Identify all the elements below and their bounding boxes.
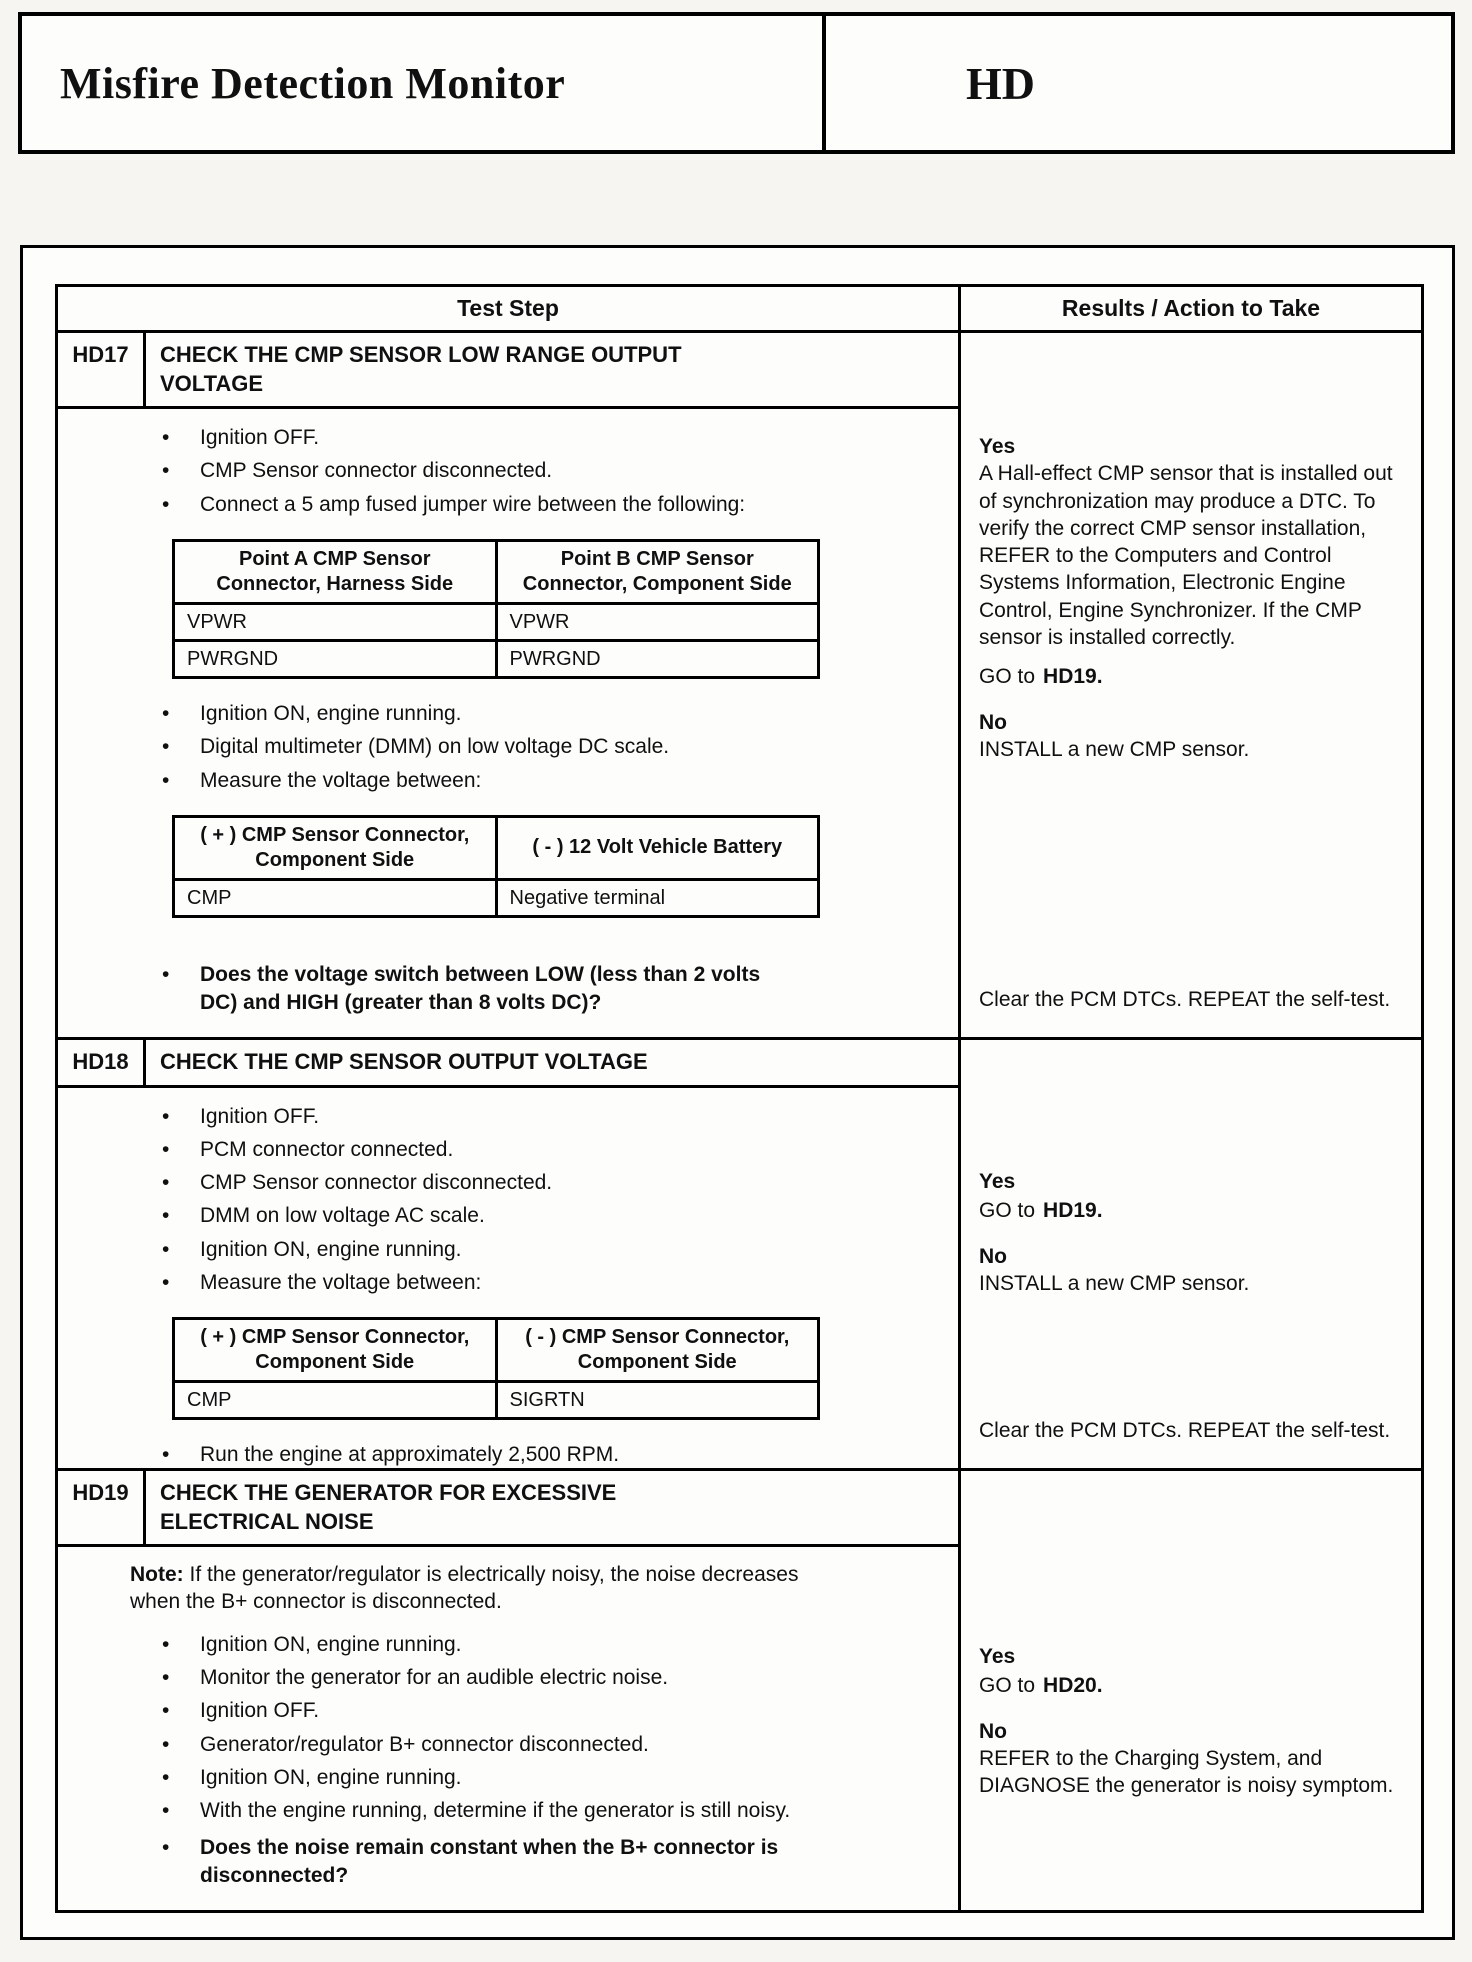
test-section-hd19: [58, 1471, 1421, 1910]
pin-cell: CMP: [174, 879, 497, 916]
instruction-text: With the engine running, determine if the generator is still noisy.: [200, 1799, 791, 1823]
instruction-item: [162, 1236, 942, 1263]
test-section-hd17: [58, 333, 1421, 1040]
note-label: Note:: [130, 1563, 184, 1587]
step-title-text: CHECK THE CMP SENSOR OUTPUT VOLTAGE: [160, 1049, 648, 1074]
diagnostic-box: [20, 245, 1455, 1940]
test-step-cell: [58, 1040, 961, 1468]
instruction-item: [162, 424, 942, 451]
yes-label: Yes: [979, 435, 1016, 458]
question-item: [162, 1834, 942, 1889]
no-action-text: INSTALL a new CMP sensor.: [979, 737, 1250, 761]
bullet-icon: •: [162, 702, 170, 726]
voltage-measure-pin-table: [172, 815, 820, 918]
page-header: [18, 12, 1455, 154]
instruction-item: [162, 1697, 942, 1724]
bullet-icon: •: [162, 1799, 170, 1823]
note-line: [130, 1561, 830, 1616]
bullet-icon: •: [162, 1443, 170, 1467]
no-label: No: [979, 1244, 1007, 1268]
bullet-icon: •: [162, 1699, 170, 1723]
step-id: HD19: [58, 1471, 146, 1544]
bullet-icon: •: [162, 1204, 170, 1228]
instruction-text: Measure the voltage between:: [200, 768, 482, 792]
pin-cell: CMP: [174, 1382, 497, 1419]
bullet-icon: •: [162, 768, 170, 792]
instruction-item: [162, 1441, 942, 1468]
instruction-text: Digital multimeter (DMM) on low voltage DC scale.: [200, 735, 670, 759]
goto-target: HD19.: [1043, 665, 1103, 689]
instruction-item: [162, 1731, 942, 1758]
voltage-measure-pin-table: [172, 1317, 820, 1420]
step-title: [146, 333, 958, 406]
table-row: [174, 604, 819, 641]
step-id: HD17: [58, 333, 146, 406]
instruction-item: [162, 733, 942, 760]
step-title: [146, 1471, 958, 1544]
instruction-item: [162, 1269, 942, 1296]
no-action-text: INSTALL a new CMP sensor.: [979, 1271, 1250, 1295]
yes-label: Yes: [979, 1170, 1016, 1193]
instruction-text: Measure the voltage between:: [200, 1271, 482, 1295]
table-row: [174, 541, 819, 604]
no-label: No: [979, 1719, 1007, 1743]
bullet-icon: •: [162, 1237, 170, 1261]
instruction-text: CMP Sensor connector disconnected.: [200, 1171, 553, 1195]
bullet-icon: •: [162, 1765, 170, 1789]
bullet-icon: •: [162, 1732, 170, 1756]
instruction-item: [162, 1202, 942, 1229]
goto-line: [979, 1672, 1405, 1699]
table-row: [174, 1382, 819, 1419]
bullet-icon: •: [162, 1632, 170, 1656]
instruction-text: Run the engine at approximately 2,500 RPM.: [200, 1443, 620, 1467]
no-action-text: REFER to the Charging System, and DIAGNOSE the generator is noisy symptom.: [979, 1746, 1394, 1798]
question-group: [128, 958, 942, 1019]
bullet-icon: •: [162, 735, 170, 759]
pin-cell: VPWR: [174, 604, 497, 641]
bullet-icon: •: [162, 426, 170, 450]
instruction-item: [162, 491, 942, 518]
yes-action-text: A Hall-effect CMP sensor that is installed out of synchronization may produce a DTC. To verify the correct CMP sensor installation, REFER to the Computers and Control Systems Information, Electronic Engine Control, Engine Synchronizer. If the CMP sensor is installed correctly.: [979, 462, 1393, 650]
instruction-item: [162, 1103, 942, 1130]
no-label: No: [979, 710, 1007, 734]
table-row: [174, 641, 819, 678]
question-item: [162, 961, 942, 1016]
table-header-row: [58, 287, 1421, 333]
test-section-hd18: [58, 1040, 1421, 1471]
table-row: [174, 1319, 819, 1382]
step-instructions: [58, 1088, 958, 1471]
step-title-row: [58, 1040, 958, 1088]
bullet-icon: •: [162, 1171, 170, 1195]
pin-table-header: Point B CMP Sensor Connector, Component Side: [496, 541, 819, 604]
document-title: Misfire Detection Monitor: [60, 58, 566, 108]
instruction-text: DMM on low voltage AC scale.: [200, 1204, 485, 1228]
bullet-icon: •: [162, 1271, 170, 1295]
test-step-cell: [58, 333, 961, 1037]
question-group: [128, 1438, 942, 1471]
instruction-text: Ignition ON, engine running.: [200, 1765, 462, 1789]
bullet-icon: •: [162, 1137, 170, 1161]
step-title-text: CHECK THE GENERATOR FOR EXCESSIVE ELECTRICAL NOISE: [160, 1480, 617, 1534]
question-text: Does the voltage switch between LOW (less than 2 volts DC) and HIGH (greater than 8 volts DC)?: [200, 963, 761, 1014]
pin-cell: SIGRTN: [496, 1382, 819, 1419]
clear-dtc-note: Clear the PCM DTCs. REPEAT the self-test.: [979, 987, 1391, 1011]
bullet-icon: •: [162, 1104, 170, 1128]
yes-label: Yes: [979, 1645, 1016, 1668]
instruction-text: Ignition ON, engine running.: [200, 702, 462, 726]
jumper-wire-pin-table: [172, 539, 820, 679]
goto-line: [979, 1197, 1405, 1224]
step-title: [146, 1040, 958, 1085]
results-cell: [961, 1471, 1421, 1910]
instruction-item: [162, 457, 942, 484]
goto-target: HD19.: [1043, 1199, 1103, 1223]
step-instructions: [58, 409, 958, 1037]
instruction-item: [162, 1664, 942, 1691]
instruction-text: Ignition ON, engine running.: [200, 1237, 462, 1261]
column-header-results: Results / Action to Take: [1061, 295, 1321, 321]
step-instructions: [58, 1547, 958, 1910]
goto-prefix: GO to: [979, 1199, 1036, 1223]
column-header-test-step: Test Step: [58, 287, 961, 330]
goto-target: HD20.: [1043, 1674, 1103, 1698]
question-group: [128, 1831, 942, 1892]
step-title-text: CHECK THE CMP SENSOR LOW RANGE OUTPUT VOLTAGE: [160, 342, 682, 396]
instruction-item: [162, 1764, 942, 1791]
bullet-icon: •: [162, 1666, 170, 1690]
table-row: [174, 879, 819, 916]
bullet-icon: •: [162, 963, 170, 987]
pin-table-header: ( - ) CMP Sensor Connector, Component Side: [496, 1319, 819, 1382]
bullet-icon: •: [162, 1836, 170, 1860]
instruction-item: [162, 1136, 942, 1163]
results-cell: [961, 1040, 1421, 1468]
goto-line: [979, 663, 1405, 690]
bullet-icon: •: [162, 459, 170, 483]
goto-prefix: GO to: [979, 1674, 1036, 1698]
pin-cell: PWRGND: [174, 641, 497, 678]
clear-dtc-note: Clear the PCM DTCs. REPEAT the self-test.: [979, 1418, 1391, 1442]
goto-prefix: GO to: [979, 665, 1036, 689]
instruction-text: Monitor the generator for an audible electric noise.: [200, 1666, 669, 1690]
instruction-item: [162, 1631, 942, 1658]
instruction-text: Ignition OFF.: [200, 426, 320, 450]
pin-cell: PWRGND: [496, 641, 819, 678]
diagnostic-table: [55, 284, 1424, 1913]
instruction-text: Connect a 5 amp fused jumper wire between the following:: [200, 492, 746, 516]
pin-cell: VPWR: [496, 604, 819, 641]
instruction-text: Ignition ON, engine running.: [200, 1632, 462, 1656]
note-text: If the generator/regulator is electrically noisy, the noise decreases when the B+ connector is disconnected.: [130, 1563, 799, 1614]
table-row: [174, 816, 819, 879]
instruction-text: Ignition OFF.: [200, 1699, 320, 1723]
pin-cell: Negative terminal: [496, 879, 819, 916]
instruction-text: CMP Sensor connector disconnected.: [200, 459, 553, 483]
instruction-text: PCM connector connected.: [200, 1137, 454, 1161]
pin-table-header: Point A CMP Sensor Connector, Harness Side: [174, 541, 497, 604]
results-cell: [961, 333, 1421, 1037]
instruction-item: [162, 767, 942, 794]
instruction-item: [162, 1797, 942, 1824]
bullet-icon: •: [162, 492, 170, 516]
instruction-text: Ignition OFF.: [200, 1104, 320, 1128]
document-code: HD: [822, 16, 1451, 150]
pin-table-header: ( + ) CMP Sensor Connector, Component Side: [174, 816, 497, 879]
test-step-cell: [58, 1471, 961, 1910]
instruction-text: Generator/regulator B+ connector disconnected.: [200, 1732, 649, 1756]
step-id: HD18: [58, 1040, 146, 1085]
step-title-row: [58, 1471, 958, 1547]
step-title-row: [58, 333, 958, 409]
pin-table-header: ( + ) CMP Sensor Connector, Component Side: [174, 1319, 497, 1382]
pin-table-header: ( - ) 12 Volt Vehicle Battery: [496, 816, 819, 879]
instruction-item: [162, 700, 942, 727]
question-text: Does the noise remain constant when the B+ connector is disconnected?: [200, 1836, 779, 1887]
instruction-item: [162, 1169, 942, 1196]
